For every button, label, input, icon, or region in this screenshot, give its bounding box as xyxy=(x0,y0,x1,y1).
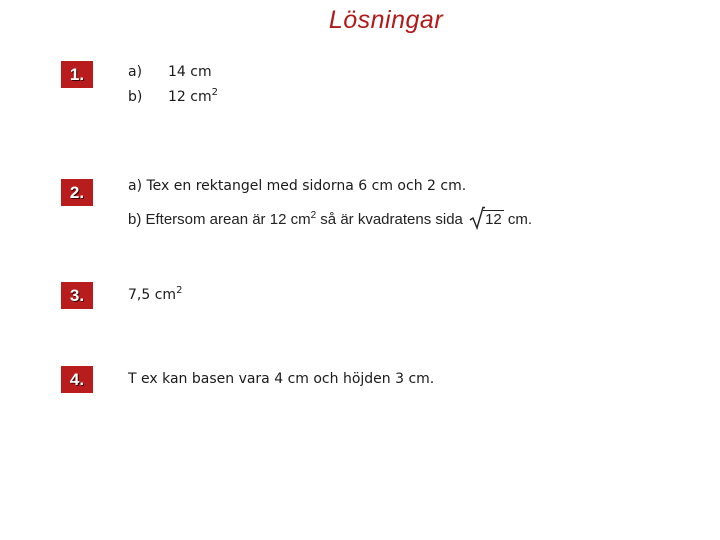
item-number-badge: 1. xyxy=(61,61,93,88)
exponent: 2 xyxy=(211,87,218,98)
answer-text: b) Eftersom arean är 12 cm xyxy=(128,211,311,228)
answer-1b xyxy=(168,88,218,106)
answer-4: T ex kan basen vara 4 cm och höjden 3 cm. xyxy=(128,371,435,387)
exponent: 2 xyxy=(310,210,317,221)
answer-value: 7,5 cm xyxy=(128,287,177,303)
part-label-b: b) xyxy=(128,89,143,105)
answer-value: 12 cm xyxy=(168,89,212,105)
exponent: 2 xyxy=(176,285,183,296)
answer-1a xyxy=(168,63,212,81)
part-label-a: a) xyxy=(128,64,143,80)
square-root xyxy=(469,209,504,231)
answer-text: så är kvadratens sida xyxy=(316,211,468,228)
radicand: 12 xyxy=(485,211,502,228)
item-number-badge: 2. xyxy=(61,179,93,206)
answer-3 xyxy=(128,286,182,304)
answer-2a: a) Tex en rektangel med sidorna 6 cm och 2 cm. xyxy=(128,178,467,194)
answer-value: 14 cm xyxy=(168,64,212,80)
page-title: Lösningar xyxy=(328,6,444,34)
item-number-badge: 4. xyxy=(61,366,93,393)
item-number-badge: 3. xyxy=(61,282,93,309)
radical-sign-icon xyxy=(469,206,485,230)
answer-2b xyxy=(128,209,532,231)
answer-text: cm. xyxy=(503,211,533,228)
